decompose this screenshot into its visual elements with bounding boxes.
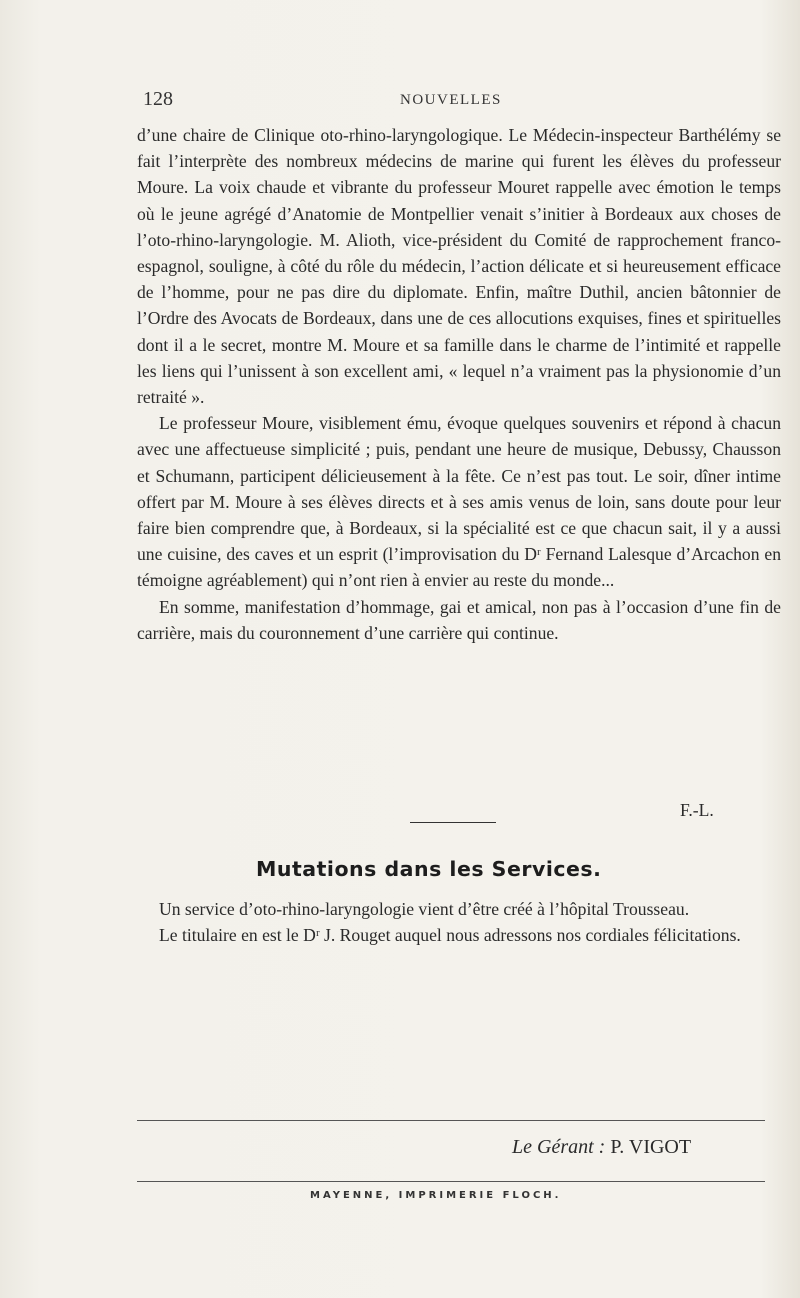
footer-rule-bottom bbox=[137, 1181, 765, 1182]
page-number: 128 bbox=[143, 88, 173, 110]
article-paragraph: Le professeur Moure, visiblement ému, évoque quelques souvenirs et répond à chacun avec une affectueuse simplicité ; puis, pendant une heure de musique, Debussy, Chausson et Schumann, participent délicieusement à la fête. Ce n’est pas tout. Le soir, dîner intime offert par M. Moure à ses élèves directs et à ses amis venus de loin, sans doute pour leur faire bien comprendre que, à Bordeaux, si la spécialité est ce que chacun sait, il y a aussi une cuisine, des caves et un esprit (l’improvisation du Dʳ Fernand Lalesque d’Arcachon en témoigne agréablement) qui n’ont rien à envier au reste du monde... bbox=[137, 413, 781, 591]
gerant-line bbox=[512, 1136, 691, 1159]
article-paragraph: En somme, manifestation d’hommage, gai et amical, non pas à l’occasion d’une fin de carrière, mais du couronnement d’une carrière qui continue. bbox=[137, 596, 781, 643]
section-paragraph: Un service d’oto-rhino-laryngologie vient d’être créé à l’hôpital Trousseau. bbox=[159, 899, 690, 919]
running-title: NOUVELLES bbox=[400, 92, 502, 108]
running-head bbox=[143, 88, 763, 114]
article-paragraph: d’une chaire de Clinique oto-rhino-laryngologique. Le Médecin-inspecteur Barthélémy se fait l’interprète des nombreux médecins de marine qui furent les élèves du professeur Moure. La voix chaude et vibrante du professeur Mouret rappelle avec émotion le temps où le jeune agrégé d’Anatomie de Montpellier venait s’initier à Bordeaux aux choses de l’oto-rhino-laryngologie. M. Alioth, vice-président du Comité de rapprochement franco-espagnol, souligne, à côté du rôle du médecin, l’action délicate et si heureusement efficace de l’homme, pour ne pas dire du diplomate. Enfin, maître Duthil, ancien bâtonnier de l’Ordre des Avocats de Bordeaux, dans une de ces allocutions exquises, fines et spirituelles dont il a le secret, montre M. Moure et sa famille dans le charme de l’intimité et rappelle les liens qui l’unissent à son excellent ami, « lequel n’a vraiment pas la physionomie d’un retraité ». bbox=[137, 125, 781, 408]
printer-imprint: MAYENNE, IMPRIMERIE FLOCH. bbox=[310, 1190, 562, 1201]
footer-rule-top bbox=[137, 1120, 765, 1121]
gerant-name: P. VIGOT bbox=[610, 1136, 692, 1158]
section-title: Mutations dans les Services. bbox=[256, 857, 602, 881]
section-body bbox=[137, 896, 781, 948]
section-paragraph: Le titulaire en est le Dʳ J. Rouget auquel nous adressons nos cordiales félicitations. bbox=[159, 925, 741, 946]
gerant-label: Le Gérant : bbox=[512, 1136, 606, 1158]
section-divider bbox=[410, 822, 496, 823]
article-signature: F.-L. bbox=[680, 800, 714, 820]
article-body bbox=[137, 122, 781, 646]
